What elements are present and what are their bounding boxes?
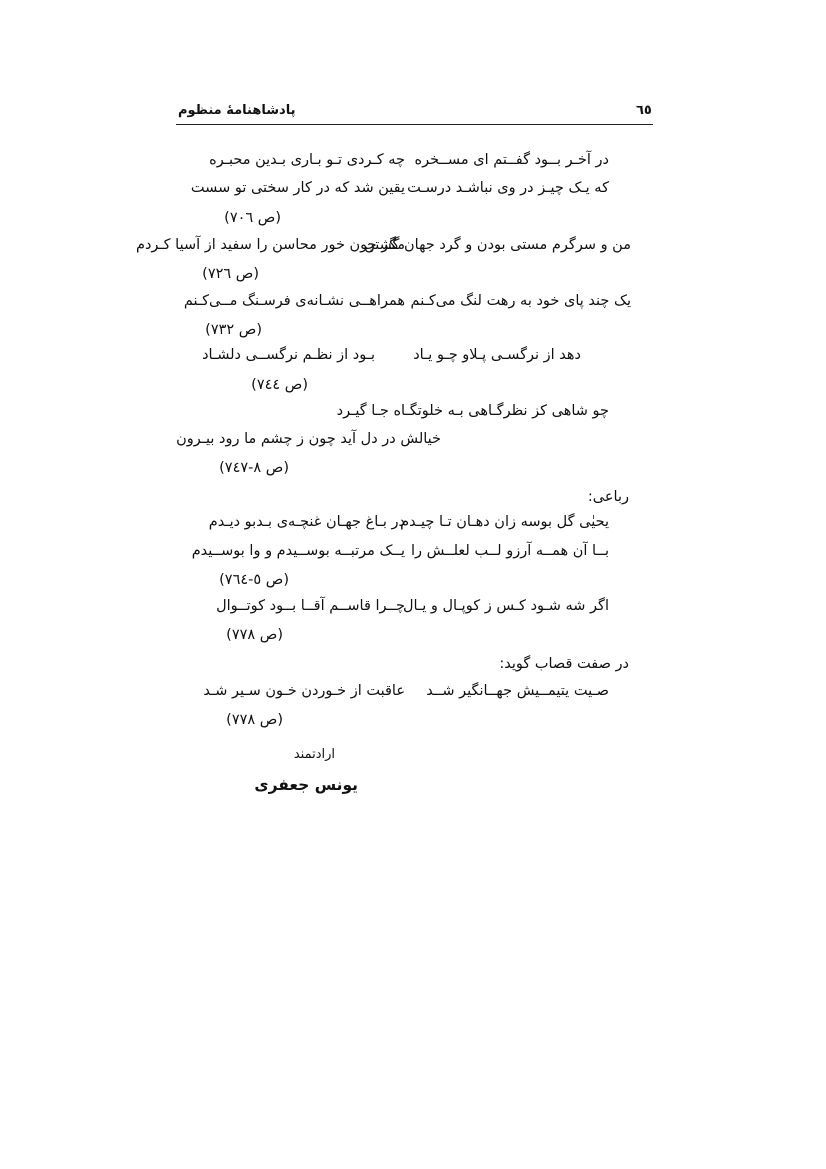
page-reference: (ص ٧٧٨) [226,627,283,643]
page-reference: (ص ٥-٧٦٤) [219,572,289,588]
running-header-title: پادشاهنامهٔ منظوم [178,103,296,118]
verse-right: دهد از نرگسـی پـلاو چـو یـاد [413,347,581,363]
section-label-rubai: رباعی: [587,489,629,505]
verse-right: اگر شه شـود کـس ز کوپـال و یـال [403,598,609,614]
verse-right: که یـک چیـز در وی نباشـد درسـت [407,180,609,196]
verse-left: چــرا قاســم آقــا بــود کوتــوال [216,598,405,614]
page-number: ٦٥ [636,103,652,118]
verse-left: یقین شد که در کار سختی تو سست [190,180,405,196]
closing-word: ارادتمند [293,747,335,762]
verse-left: در بـاغ جهـان غنچـه‌ی بـدبو دیـدم [208,514,405,530]
verse-left: بـود از نظـم نرگســی دلشـاد [202,347,375,363]
verse-right: در آخـر بــود گفــتم ای مســخره [414,152,609,168]
verse-right: یک چند پای خود به رهت لنگ می‌کـنم [410,293,631,309]
verse-left: عاقبت از خـوردن خـون سـیر شـد [203,683,405,699]
verse-right: من و سرگرم مستی بودن و گرد جهان گشتن [364,237,631,253]
page-reference: (ص ٨-٧٤٧) [219,460,289,476]
page-reference: (ص ٧٤٤) [251,377,308,393]
verse-left: یــک مرتبــه بوســیدم و وا بوســیدم [191,543,405,559]
page-reference: (ص ٧٧٨) [226,712,283,728]
author-signature: یونس جعفری [254,776,358,794]
verse-right: یحیٰی گل بوسه زان دهـان تـا چیـدم [400,514,609,530]
verse-second-hemistich: خیالش در دل آید چون ز چشم ما رود بیـرون [176,431,441,447]
verse-first-hemistich: چو شاهی کز نظرگـاهی بـه خلوتگـاه جـا گیـرد [336,403,609,419]
page-reference: (ص ٧٣٢) [205,322,262,338]
verse-left: همراهــی نشـانه‌ی فرسـنگ مــی‌کـنم [183,293,405,309]
verse-right: بــا آن همــه آرزو لــب لعلــش را [411,543,609,559]
page-reference: (ص ٧٠٦) [224,210,281,226]
verse-right: صـیت یتیمــیش جهــانگیر شــد [426,683,609,699]
verse-left: مگر چون خور محاسن را سفید از آسیا کـردم [135,237,405,253]
header-rule [176,124,653,125]
section-label-qassab: در صفت قصاب گوید: [499,656,629,672]
verse-left: چه کـردی تـو بـاری بـدین محبـره [209,152,405,168]
page-reference: (ص ٧٢٦) [202,266,259,282]
